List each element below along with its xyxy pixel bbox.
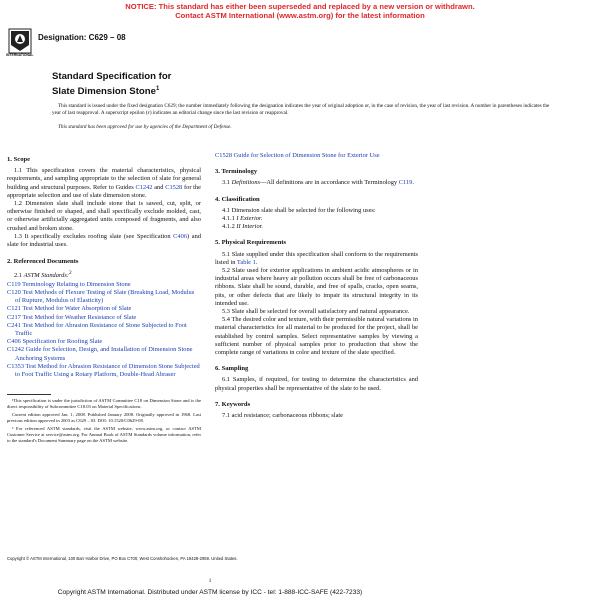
- physical-requirements-heading: 5. Physical Requirements: [215, 239, 287, 247]
- standard-code[interactable]: C1242: [7, 346, 25, 354]
- standard-title[interactable]: Test Method for Weather Resistance of Slate: [22, 313, 137, 321]
- scope-1-3-text-b: ) and slate for industrial uses.: [7, 232, 202, 249]
- standard-code[interactable]: C120: [7, 288, 21, 296]
- standard-title[interactable]: Test Method for Abrasion Resistance of Dimension Stone Subjected to Foot Traffic Using a Rotary Platform, Double-Head Abraser: [15, 362, 200, 378]
- sampling-6-1: 6.1 Samples, if required, for testing to determine the characteristics and physical properties shall be representative of the slate to be used.: [215, 376, 418, 392]
- standard-code[interactable]: C121: [7, 305, 21, 313]
- physical-5-1-text: 5.1 Slate supplied under this specification shall conform to the requirements listed in: [215, 250, 418, 266]
- physical-5-1: [215, 251, 418, 267]
- astm-logo: [8, 28, 32, 60]
- standards-list-continued: [215, 152, 418, 160]
- keywords-7-1: 7.1 acid resistance; carbonaceous ribbons; slate: [222, 412, 344, 420]
- scope-1-1-text-b: and: [152, 183, 166, 191]
- list-item[interactable]: [7, 289, 201, 305]
- list-item[interactable]: [7, 305, 201, 313]
- ref-link-table-1[interactable]: Table 1: [236, 258, 256, 266]
- terminology-heading: 3. Terminology: [215, 168, 258, 176]
- standard-code[interactable]: C119: [7, 280, 21, 288]
- title-line-1: Standard Specification for: [52, 71, 172, 82]
- physical-5-1-end: .: [255, 258, 258, 266]
- license-line: Copyright ASTM International. Distributed under ASTM license by ICC - tel: 1-888-ICC-SAFE (422-7233): [57, 589, 363, 596]
- classification-4-1-1-num: 4.1.1: [222, 215, 237, 223]
- keywords-heading: 7. Keywords: [215, 400, 251, 408]
- terminology-num: 3.1: [222, 179, 232, 187]
- physical-5-4: 5.4 The desired color and texture, with their permissible natural variations in material characteristics for all material to be produced for the project, shall be established by control samples. Select representative samples by viewing a sufficient number of physical samples prior to production that show the complete range of variations in color and texture of the slate specified.: [215, 316, 418, 357]
- physical-5-2: 5.2 Slate used for exterior applications in ambient acidic atmospheres or in industrial areas where heavy air pollution occurs shall be free of carbonaceous ribbons. Slate shall be sound, durable, and free of spalls, cracks, open seams, pits, or other defects that are likely to impair its structural integrity in its intended use.: [215, 267, 418, 307]
- designation: Designation: C629 – 08: [38, 33, 126, 42]
- classification-4-1-1: [215, 215, 418, 223]
- title-footnote-mark: 1: [155, 86, 160, 92]
- scope-1-1-text: 1.1 This specification covers the material characteristics, physical requirements, and sampling appropriate to the selection of slate for general building and structural purposes. Refer to Guides: [7, 167, 201, 191]
- footnote-2: ² For referenced ASTM standards, visit the ASTM website, www.astm.org, or contact ASTM Customer Service at service@astm.org. For Annual Book of ASTM Standards volume information, refer to the standard's Document Summary page on the ASTM website.: [7, 426, 201, 444]
- astm-standards-label: [7, 269, 201, 280]
- scope-1-1: [7, 167, 201, 200]
- right-column: [215, 152, 418, 420]
- standard-title[interactable]: Test Methods of Flexure Testing of Slate (Breaking Load, Modulus of Rupture, Modulus of Elasticity): [15, 288, 195, 305]
- classification-heading: 4. Classification: [215, 195, 260, 203]
- issuance-paragraph: This standard is issued under the fixed designation C629; the number immediately following the designation indicates the year of original adoption or, in the case of revision, the year of last revision. A number in parentheses indicates the year of last reapproval. A superscript epsilon (ε) indicates an editorial change since the last revision or reapproval.: [52, 103, 550, 116]
- terminology-end: .: [412, 179, 414, 187]
- classification-exterior: I Exterior.: [236, 215, 263, 223]
- scope-1-3: [7, 233, 201, 249]
- scope-1-3-text: 1.3 It specifically excludes roofing slate (see Specification: [14, 232, 174, 240]
- standard-code[interactable]: C241: [7, 321, 21, 329]
- astm-standards-sup: 2: [68, 270, 72, 277]
- ref-link-c119[interactable]: C119: [398, 179, 413, 187]
- issuance-note: [52, 103, 552, 138]
- standard-title[interactable]: Test Method for Abrasion Resistance of Stone Subjected to Foot Traffic: [15, 321, 187, 337]
- page-number: 1: [208, 578, 212, 584]
- sampling-heading: 6. Sampling: [215, 365, 249, 373]
- classification-4-1-2: [215, 223, 418, 231]
- ref-link-c406[interactable]: C406: [173, 232, 188, 240]
- scope-1-2: 1.2 Dimension slate shall include stone that is sawed, cut, split, or otherwise finished or shaped, and shall specifically exclude molded, cast, or otherwise artificially aggregated units composed of fragments, and also crushed and broken stone.: [7, 200, 201, 232]
- left-column: [7, 152, 201, 446]
- title-line-2: Slate Dimension Stone: [52, 86, 156, 98]
- standard-code[interactable]: C1528: [215, 152, 233, 159]
- standard-title[interactable]: Guide for Selection, Design, and Installation of Dimension Stone Anchoring Systems: [15, 346, 193, 362]
- ref-link-c1528[interactable]: C1528: [165, 183, 183, 191]
- definitions-term: Definitions: [231, 179, 260, 187]
- list-item[interactable]: [7, 338, 201, 346]
- standard-code[interactable]: C406: [7, 338, 21, 346]
- footnote-rule: [7, 394, 51, 395]
- standard-title[interactable]: Specification for Roofing Slate: [22, 338, 103, 346]
- physical-5-3: 5.3 Slate shall be selected for overall satisfactory and natural appearance.: [222, 308, 410, 316]
- astm-standards-num: 2.1: [14, 272, 24, 280]
- footnotes: [7, 398, 201, 444]
- standards-list: [7, 281, 201, 379]
- standard-code[interactable]: C217: [7, 313, 21, 321]
- dod-approval: This standard has been approved for use by agencies of the Department of Defense.: [58, 124, 232, 130]
- terminology-text: —All definitions are in accordance with Terminology: [260, 179, 399, 187]
- scope-1-1-text-c: for the appropriate selection and use of slate dimension stone.: [7, 183, 201, 199]
- list-item[interactable]: [215, 152, 418, 160]
- copyright-line: Copyright © ASTM International, 100 Barr Harbor Drive, PO Box C700, West Conshohocken, PA 19428-2959. United States.: [7, 556, 238, 561]
- list-item[interactable]: [7, 281, 201, 289]
- standard-title[interactable]: Test Method for Water Absorption of Slate: [22, 305, 132, 313]
- notice-line-2: Contact ASTM International (www.astm.org) for the latest information: [175, 11, 425, 20]
- terminology-3-1: [215, 179, 418, 187]
- logo-label: INTERNATIONAL: [6, 53, 34, 57]
- withdrawn-notice: [0, 2, 600, 20]
- notice-line-1: NOTICE: This standard has either been superseded and replaced by a new version or withdrawn.: [125, 2, 475, 11]
- classification-4-1-2-num: 4.1.2: [222, 223, 237, 231]
- list-item[interactable]: [7, 363, 201, 379]
- scope-heading: 1. Scope: [7, 156, 31, 163]
- document-title: [52, 71, 171, 98]
- list-item[interactable]: [7, 346, 201, 362]
- standard-title[interactable]: Guide for Selection of Dimension Stone for Exterior Use: [233, 152, 380, 159]
- classification-4-1: 4.1 Dimension slate shall be selected for the following uses:: [222, 206, 376, 214]
- standard-title[interactable]: Terminology Relating to Dimension Stone: [22, 280, 131, 288]
- footnote-1-edition: Current edition approved Jan. 1, 2008. Published January 2008. Originally approved in 1968. Last previous edition approved in 2003 as C629 – 03. DOI: 10.1520/C0629-08.: [7, 412, 201, 424]
- standard-code[interactable]: C1353: [7, 362, 25, 370]
- ref-link-c1242[interactable]: C1242: [135, 183, 153, 191]
- classification-interior: II Interior.: [236, 223, 264, 231]
- footnote-1: ¹This specification is under the jurisdiction of ASTM Committee C18 on Dimension Stone and is the direct responsibility of Subcommittee C18.03 on Material Specifications.: [7, 398, 201, 410]
- list-item[interactable]: [7, 322, 201, 338]
- astm-standards-text: ASTM Standards:: [23, 272, 69, 280]
- referenced-documents-heading: 2. Referenced Documents: [7, 258, 79, 266]
- list-item[interactable]: [7, 314, 201, 322]
